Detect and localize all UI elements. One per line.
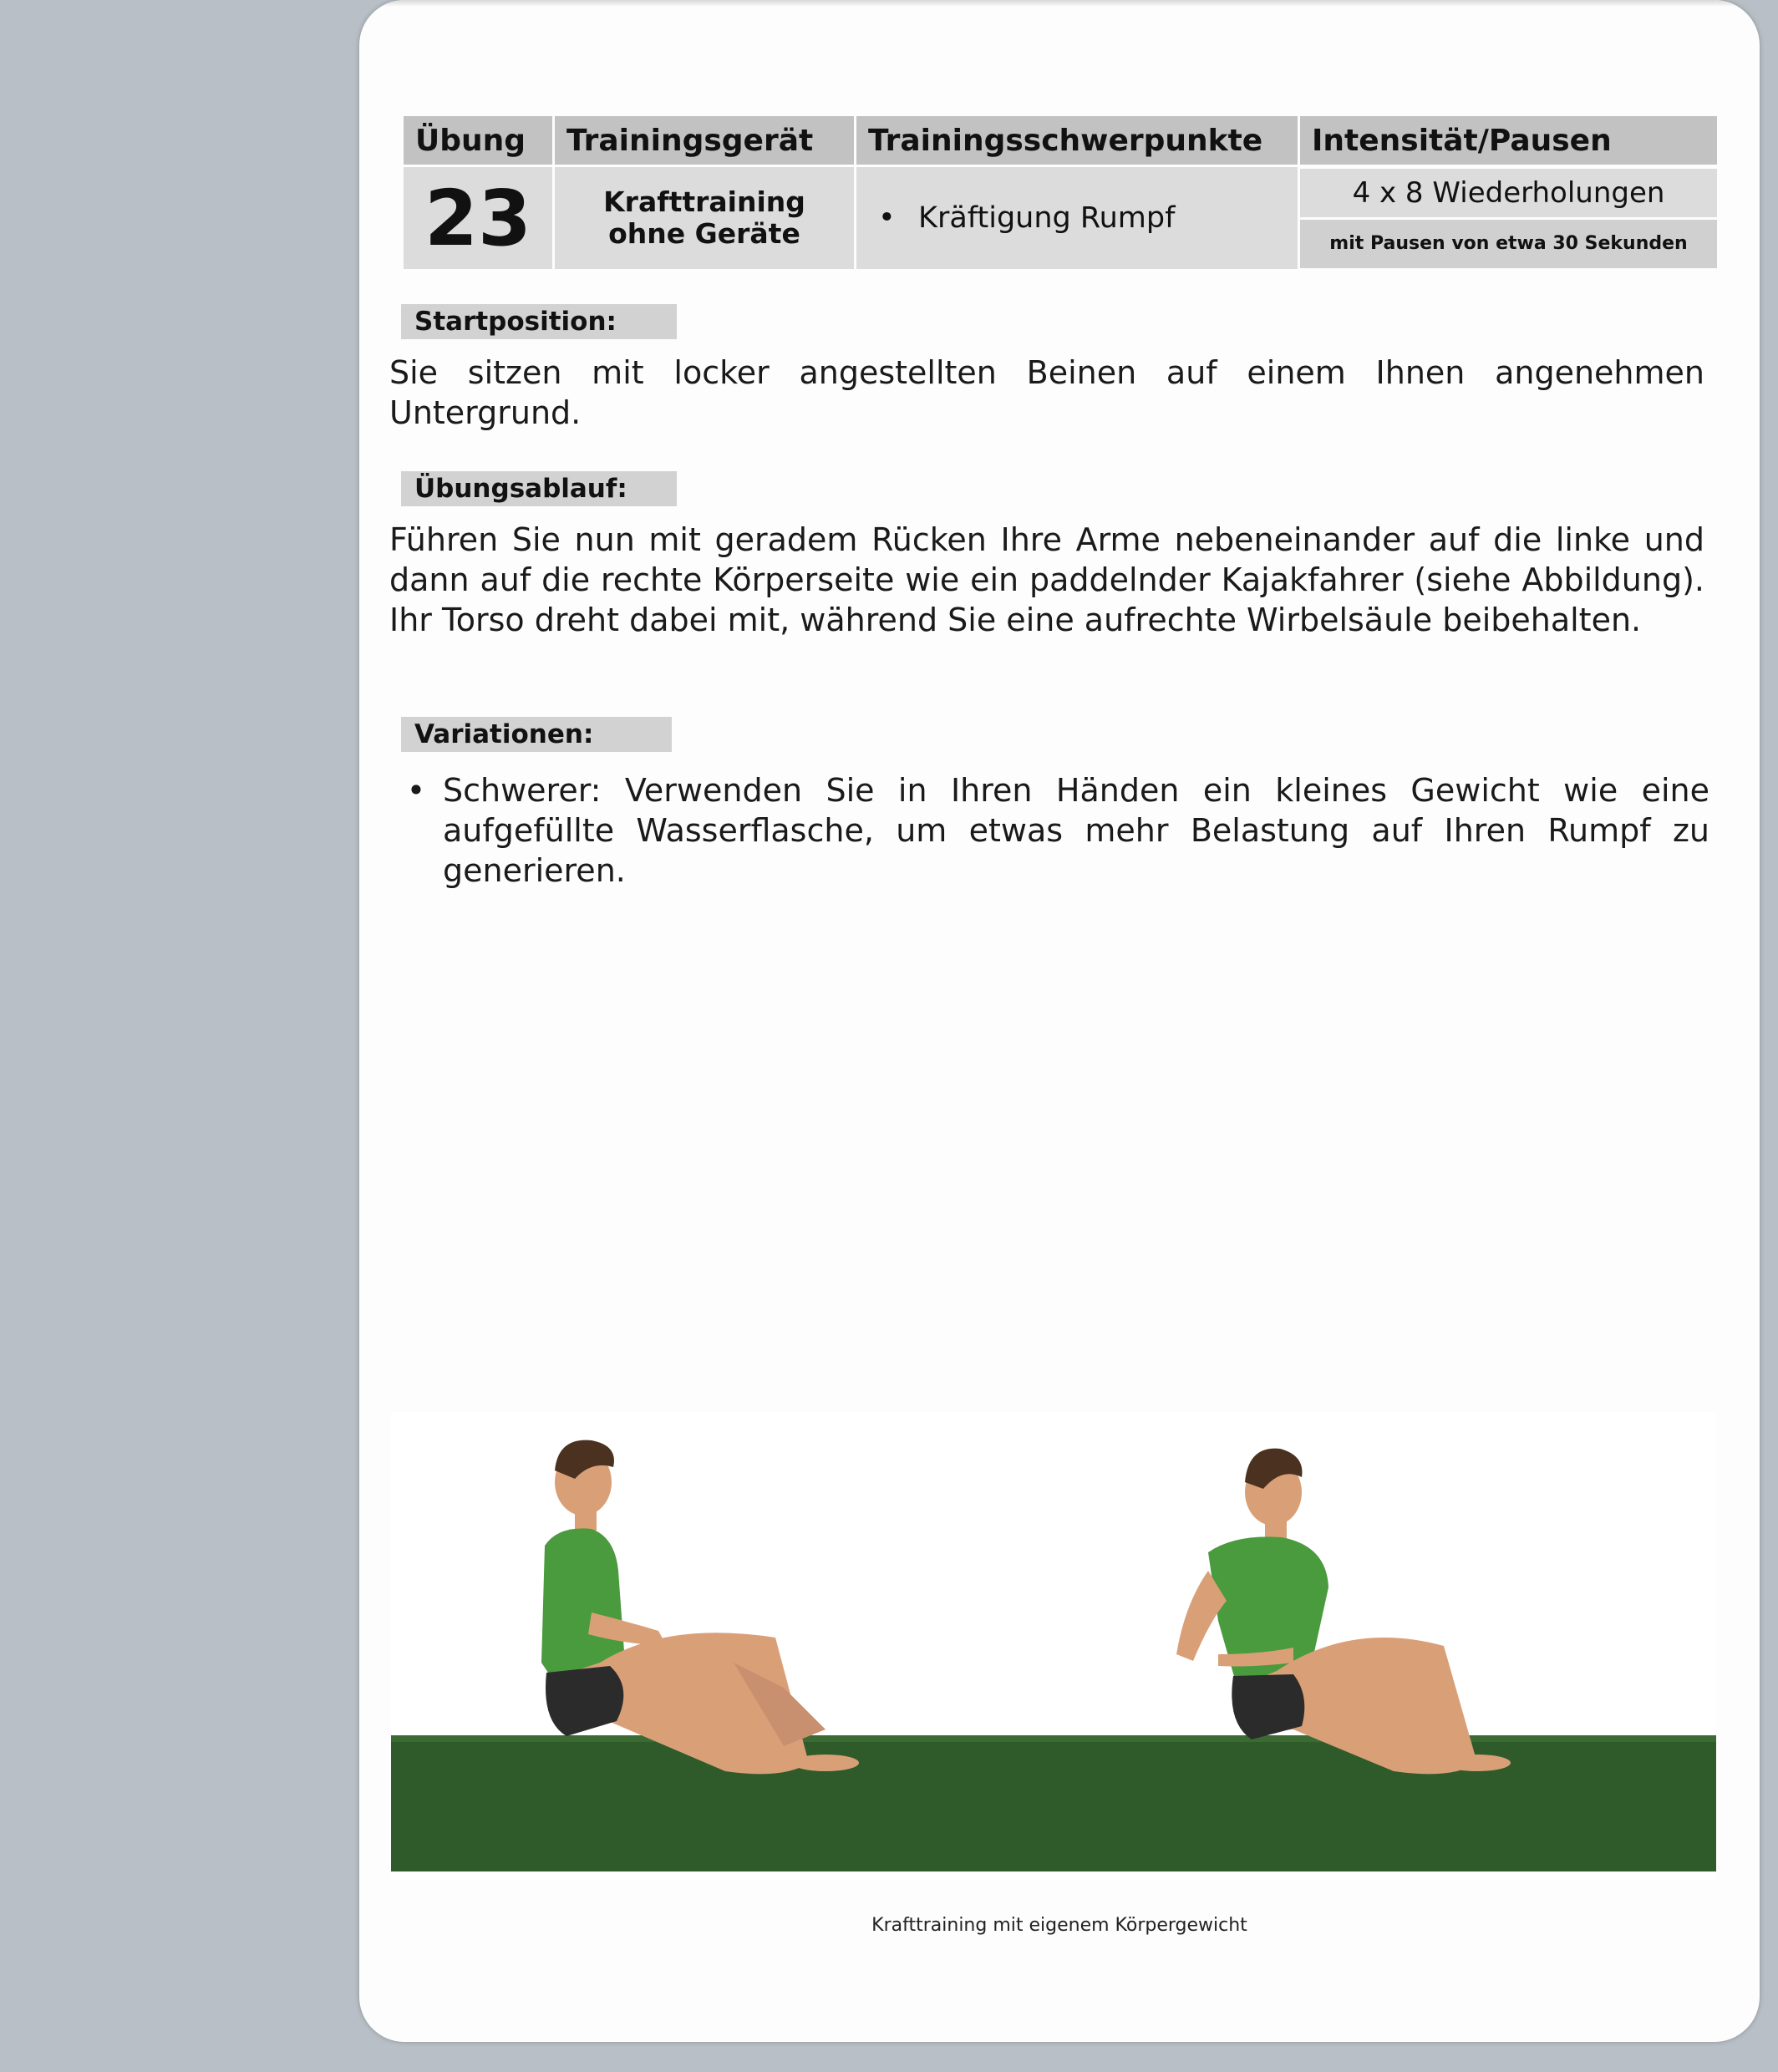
intensity-reps: 4 x 8 Wiederholungen xyxy=(1300,169,1717,217)
bullet-icon: • xyxy=(406,772,426,809)
grass-floor xyxy=(391,1735,1716,1871)
equipment-line-2: ohne Geräte xyxy=(608,217,800,250)
procedure-text: Führen Sie nun mit geradem Rücken Ihre Arme nebeneinander auf die linke und dann auf die rechte Körperseite wie ein paddelnder Kajakfahrer (siehe Abbildung). Ihr Torso dreht dabei mit, während Sie eine aufrechte Wirbelsäule beibehalten. xyxy=(389,521,1704,638)
intensity-pause: mit Pausen von etwa 30 Sekunden xyxy=(1300,220,1717,268)
equipment-cell xyxy=(555,167,854,269)
bullet-icon: • xyxy=(878,201,896,235)
header-intensity: Intensität/Pausen xyxy=(1300,116,1717,165)
header-exercise: Übung xyxy=(404,116,552,165)
focus-cell xyxy=(856,167,1298,269)
focus-item: Kräftigung Rumpf xyxy=(918,201,1176,235)
variation-item xyxy=(389,770,1709,891)
exercise-header-table xyxy=(401,114,1720,272)
variation-item-text: Schwerer: Verwenden Sie in Ihren Händen ein kleines Gewicht wie eine aufgefüllte Wasserflasche, um etwas mehr Belastung auf Ihren Rumpf zu generieren. xyxy=(443,772,1709,889)
start-position-label: Startposition: xyxy=(401,304,677,339)
exercise-card xyxy=(359,0,1760,2042)
procedure-label: Übungsablauf: xyxy=(401,471,677,506)
variations-label: Variationen: xyxy=(401,717,672,752)
exercise-number: 23 xyxy=(404,167,552,269)
footer-caption: Krafttraining mit eigenem Körpergewicht xyxy=(871,1915,1247,1936)
equipment-line-1: Krafttraining xyxy=(603,185,805,218)
header-focus: Trainingsschwerpunkte xyxy=(856,116,1298,165)
intensity-cell xyxy=(1300,167,1717,269)
exercise-photo xyxy=(391,1412,1716,1880)
header-equipment: Trainingsgerät xyxy=(555,116,854,165)
card-edge xyxy=(359,0,1760,7)
start-position-text: Sie sitzen mit locker angestellten Beinen auf einem Ihnen angenehmen Untergrund. xyxy=(389,354,1704,431)
